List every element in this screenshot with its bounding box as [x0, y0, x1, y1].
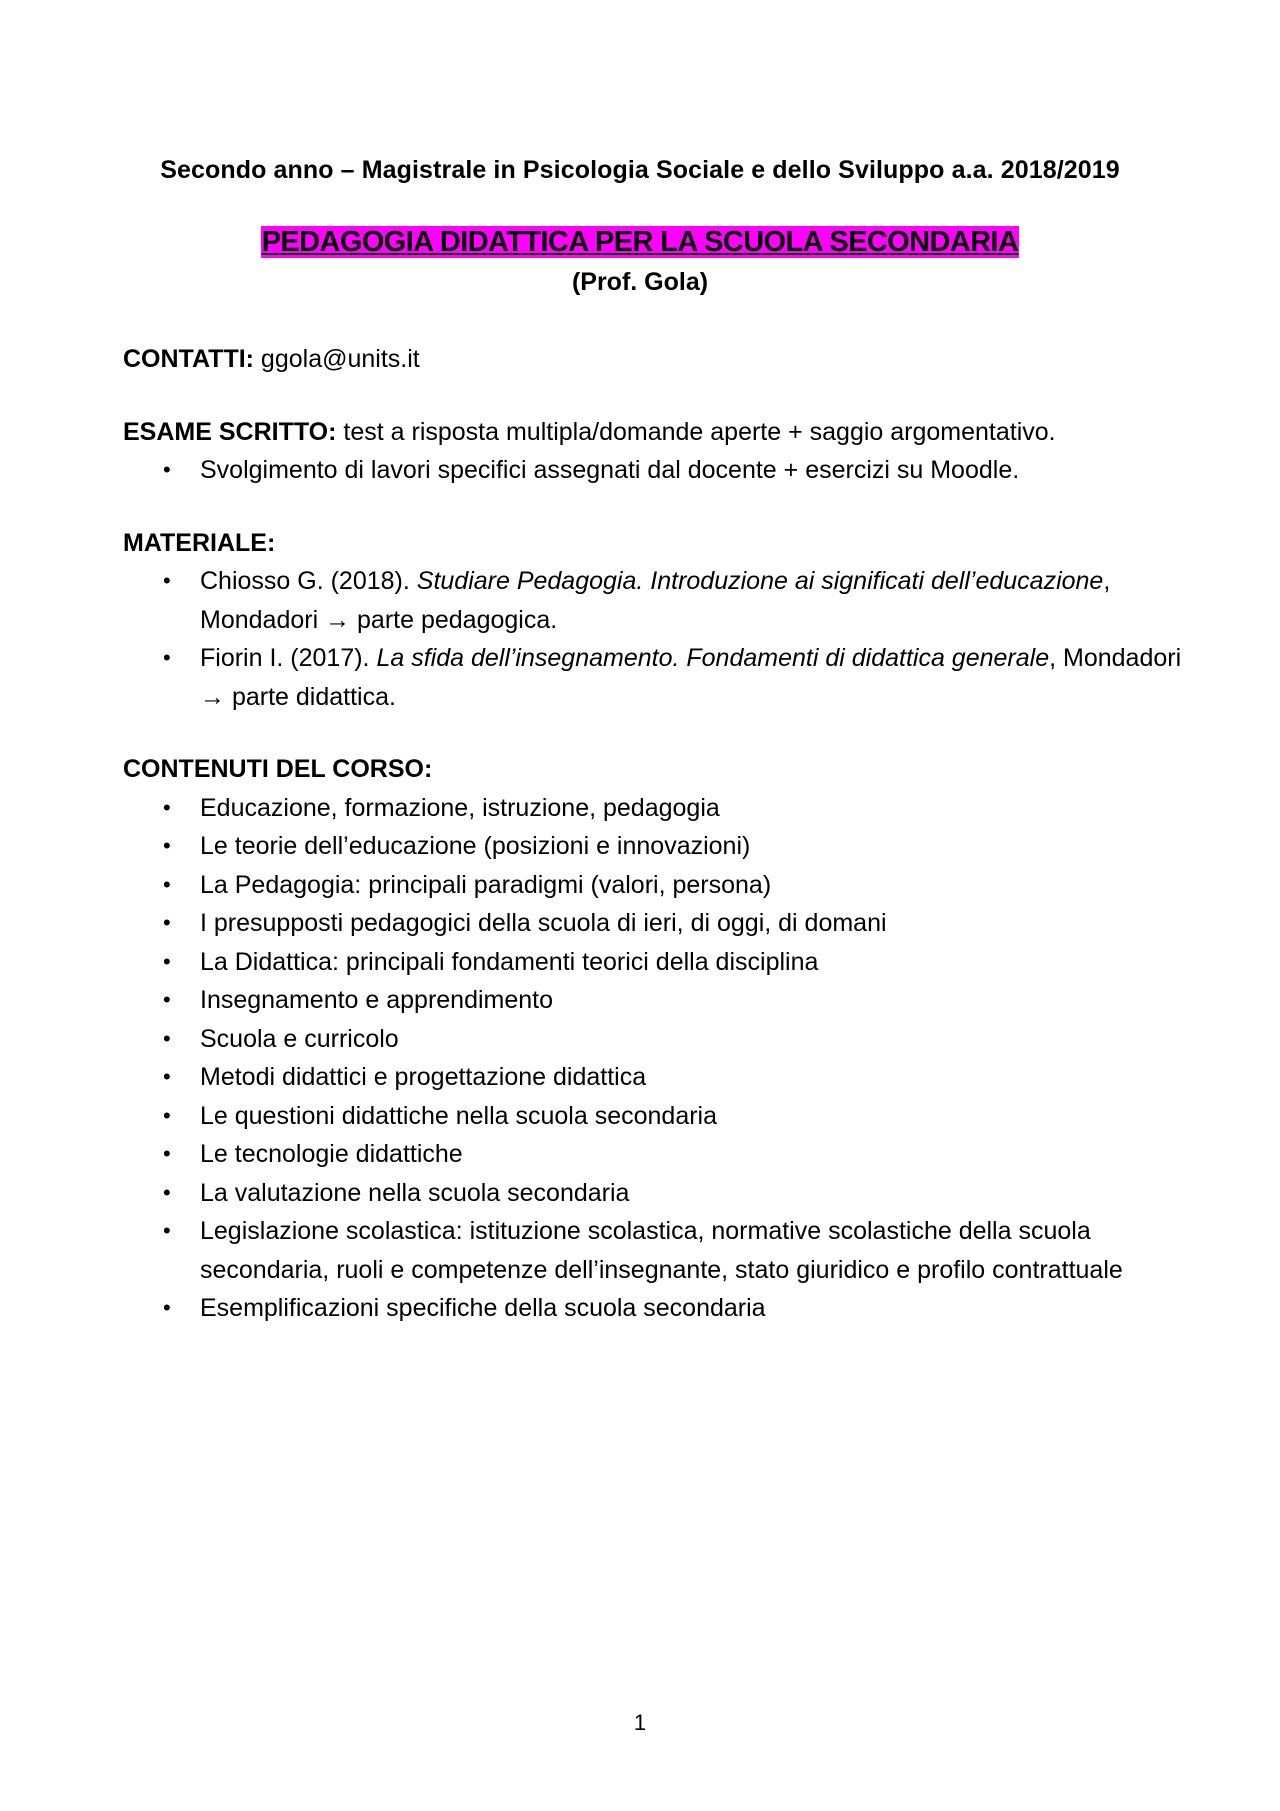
contacts-label: CONTATTI: [123, 345, 254, 373]
bullet-icon: • [163, 1102, 171, 1128]
list-item-text: Le tecnologie didattiche [200, 1140, 463, 1168]
list-item [123, 981, 1183, 1020]
list-item-text: Insegnamento e apprendimento [200, 986, 554, 1014]
exam-list [123, 451, 1183, 490]
bullet-icon: • [163, 645, 171, 670]
professor-name: (Prof. Gola) [571, 268, 709, 296]
exam-description: test a risposta multipla/domande aperte + saggio argomentativo. [336, 417, 1056, 446]
list-item [123, 827, 1183, 866]
reference-publisher: , Mondadori → parte pedagogica. [200, 567, 1111, 634]
list-item [123, 943, 1183, 982]
list-item [123, 451, 1183, 490]
reference-publisher: , Mondadori → parte didattica. [200, 644, 1182, 711]
list-item [123, 1058, 1183, 1097]
bullet-icon: • [163, 910, 171, 935]
list-item-text: La Didattica: principali fondamenti teorici della disciplina [200, 947, 819, 976]
exam-label: ESAME SCRITTO: [123, 417, 337, 446]
reference-authors: Fiorin I. (2017). [200, 644, 377, 672]
course-title-text: PEDAGOGIA DIDATTICA PER LA SCUOLA SECONDARIA [261, 226, 1019, 258]
contacts-email: ggola@units.it [253, 345, 420, 373]
list-item [123, 789, 1183, 828]
reference-title: La sfida dell’insegnamento. Fondamenti di didattica generale [376, 644, 1050, 672]
list-item [123, 1097, 1183, 1136]
bullet-icon: • [163, 833, 171, 858]
course-contents-label: CONTENUTI DEL CORSO: [123, 755, 433, 783]
bullet-icon: • [163, 987, 171, 1012]
list-item [123, 1135, 1183, 1174]
list-item-text: Le teorie dell’educazione (posizioni e innovazioni) [200, 832, 751, 860]
list-item-text: Legislazione scolastica: istituzione scolastica, normative scolastiche della scuola secondaria, ruoli e competenze dell’insegnante, stato giuridico e profilo contrattuale [200, 1217, 1123, 1284]
list-item-text: Metodi didattici e progettazione didattica [200, 1063, 647, 1091]
list-item [123, 562, 1183, 639]
bullet-icon: • [163, 871, 171, 897]
bullet-icon: • [163, 1218, 171, 1243]
bullet-icon: • [163, 1179, 171, 1205]
material-label: MATERIALE: [123, 528, 276, 557]
list-item-text: La valutazione nella scuola secondaria [200, 1178, 630, 1207]
list-item [123, 904, 1183, 943]
bullet-icon: • [163, 1025, 171, 1051]
reference-title: Studiare Pedagogia. Introduzione ai significati dell’educazione [416, 567, 1104, 595]
list-item [123, 866, 1183, 905]
list-item-text: Le questioni didattiche nella scuola secondaria [200, 1101, 718, 1130]
page-number: 1 [633, 1710, 647, 1735]
reference-authors: Chiosso G. (2018). [200, 567, 417, 595]
list-item-text: Esemplificazioni specifiche della scuola secondaria [200, 1294, 766, 1322]
bullet-icon: • [163, 1141, 171, 1166]
bullet-icon: • [163, 457, 171, 482]
list-item [123, 1289, 1183, 1328]
course-contents-list [123, 789, 1183, 1328]
bullet-icon: • [163, 794, 171, 820]
material-list [123, 562, 1183, 716]
list-item-text: I presupposti pedagogici della scuola di ieri, di oggi, di domani [200, 909, 887, 937]
list-item-text: La Pedagogia: principali paradigmi (valori, persona) [200, 870, 772, 899]
list-item-text: Scuola e curricolo [200, 1024, 399, 1053]
list-item [123, 1174, 1183, 1213]
list-item-text: Educazione, formazione, istruzione, pedagogia [200, 793, 720, 822]
bullet-icon: • [163, 1295, 171, 1320]
exam-section [123, 413, 1183, 452]
contacts-section [123, 340, 1183, 379]
list-item [123, 1020, 1183, 1059]
course-header-line: Secondo anno – Magistrale in Psicologia Sociale e dello Sviluppo a.a. 2018/2019 [160, 156, 1120, 184]
list-item-text: Svolgimento di lavori specifici assegnati dal docente + esercizi su Moodle. [200, 456, 1020, 484]
course-title [0, 226, 1280, 259]
document-body [123, 340, 1183, 1328]
bullet-icon: • [163, 948, 171, 974]
list-item [123, 639, 1183, 716]
bullet-icon: • [163, 1064, 171, 1089]
list-item [123, 1212, 1183, 1289]
bullet-icon: • [163, 568, 171, 593]
